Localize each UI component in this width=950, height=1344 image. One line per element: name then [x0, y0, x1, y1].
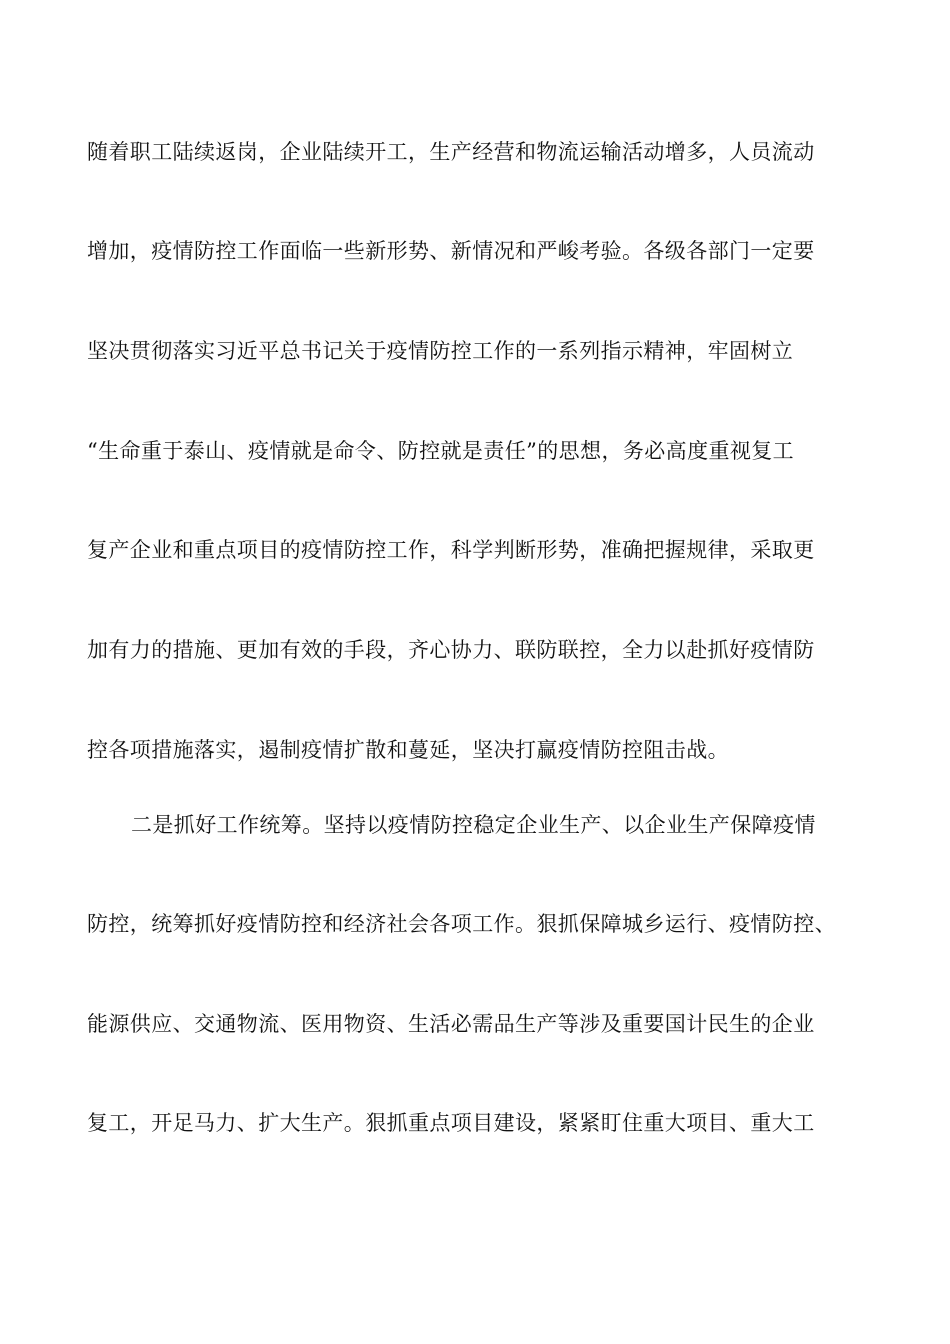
paragraph-line: 随着职工陆续返岗，企业陆续开工，生产经营和物流运输活动增多，人员流动 — [87, 140, 815, 164]
paragraph-line: 加有力的措施、更加有效的手段，齐心协力、联防联控，全力以赴抓好疫情防 — [87, 638, 815, 662]
paragraph-line: 坚决贯彻落实习近平总书记关于疫情防控工作的一系列指示精神，牢固树立 — [87, 339, 794, 363]
paragraph-line: 增加，疫情防控工作面临一些新形势、新情况和严峻考验。各级各部门一定要 — [87, 239, 815, 263]
paragraph-line: 防控，统筹抓好疫情防控和经济社会各项工作。狠抓保障城乡运行、疫情防控、 — [87, 912, 836, 936]
paragraph-line: 复产企业和重点项目的疫情防控工作，科学判断形势，准确把握规律，采取更 — [87, 538, 815, 562]
paragraph-line: 控各项措施落实，遏制疫情扩散和蔓延，坚决打赢疫情防控阻击战。 — [87, 738, 729, 762]
paragraph-line: 复工，开足马力、扩大生产。狠抓重点项目建设，紧紧盯住重大项目、重大工 — [87, 1111, 815, 1135]
paragraph-line: 能源供应、交通物流、医用物资、生活必需品生产等涉及重要国计民生的企业 — [87, 1012, 815, 1036]
paragraph-line-indented: 二是抓好工作统筹。坚持以疫情防控稳定企业生产、以企业生产保障疫情 — [131, 813, 816, 837]
paragraph-line: “生命重于泰山、疫情就是命令、防控就是责任”的思想，务必高度重视复工 — [87, 439, 795, 463]
